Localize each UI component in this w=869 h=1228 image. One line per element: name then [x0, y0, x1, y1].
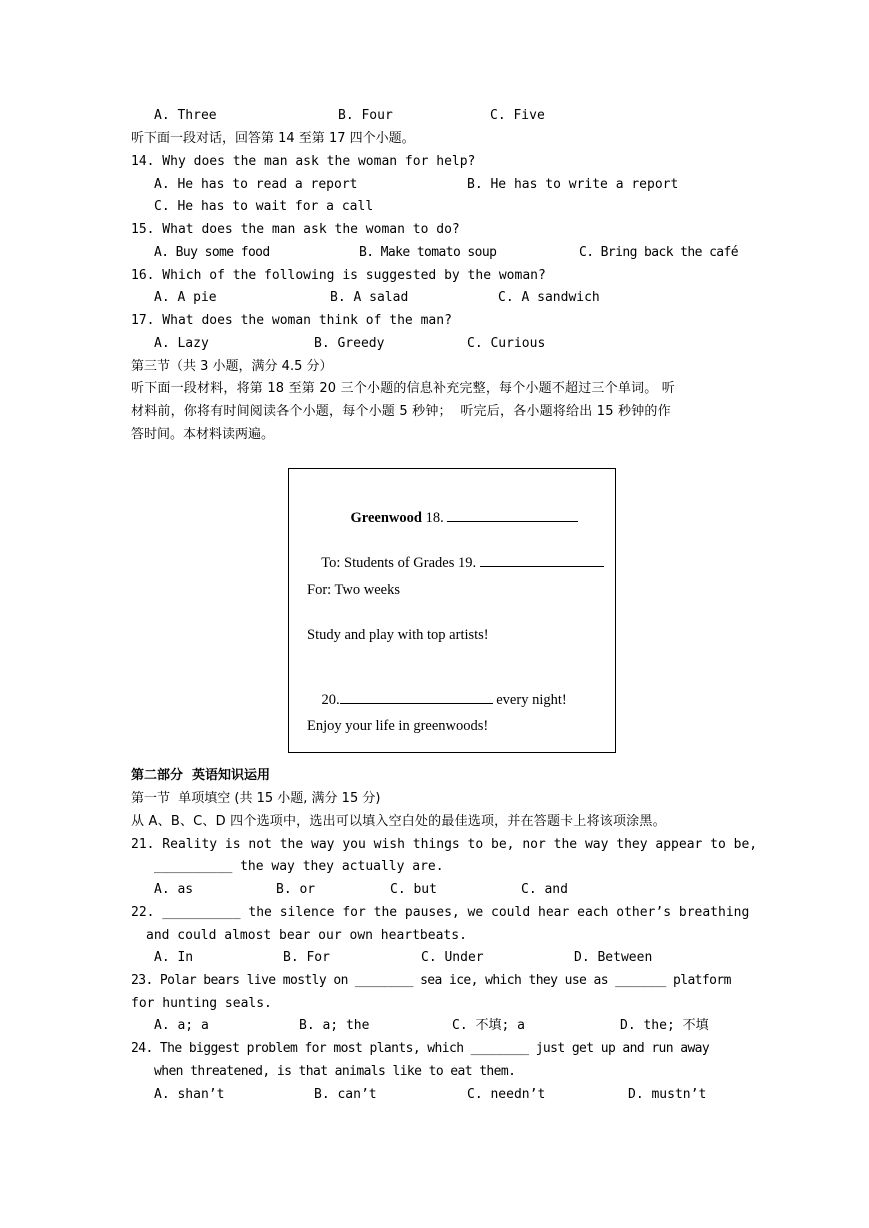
- q24-option-d: D. mustn’t: [628, 1087, 707, 1102]
- q15-stem: 15. What does the man ask the woman to do?: [131, 222, 460, 237]
- q22-option-d: D. Between: [574, 950, 653, 965]
- q17-option-c: C. Curious: [467, 336, 546, 351]
- q22-option-b: B. For: [283, 950, 330, 965]
- q22-line2: and could almost bear our own heartbeats.: [146, 928, 467, 943]
- q22-line1: 22. __________ the silence for the pauses, we could hear each other’s breathing: [131, 905, 750, 920]
- q14-option-c: C. He has to wait for a call: [154, 199, 374, 214]
- section3-instruction-line1: 听下面一段材料，将第 18 至第 20 三个小题的信息补充完整，每个小题不超过三个单词。 听: [131, 381, 675, 396]
- q21-option-a: A. as: [154, 882, 194, 897]
- box-title-rest: 18.: [421, 510, 448, 526]
- blank-19[interactable]: [480, 553, 604, 567]
- blank-18[interactable]: [447, 508, 578, 522]
- q24-option-b: B. can’t: [314, 1087, 377, 1102]
- q16-stem: 16. Which of the following is suggested by the woman?: [131, 268, 546, 283]
- q24-option-c: C. needn’t: [467, 1087, 546, 1102]
- q16-option-c: C. A sandwich: [498, 290, 600, 305]
- q23-option-a: A. a; a: [154, 1018, 209, 1033]
- q13-option-a: A. Three: [154, 108, 217, 123]
- q21-option-d: C. and: [521, 882, 568, 897]
- q24-option-a: A. shan’t: [154, 1087, 225, 1102]
- q17-option-a: A. Lazy: [154, 336, 209, 351]
- q17-stem: 17. What does the woman think of the man?: [131, 313, 452, 328]
- q15-option-b: B. Make tomato soup: [359, 245, 497, 260]
- part2-instruction: 从 A、B、C、D 四个选项中，选出可以填入空白处的最佳选项，并在答题卡上将该项涂黑。: [131, 814, 666, 829]
- box-enjoy: Enjoy your life in greenwoods!: [307, 718, 489, 734]
- q15-option-c: C. Bring back the café: [579, 245, 738, 260]
- q21-option-c: C. but: [390, 882, 437, 897]
- q21-line2: __________ the way they actually are.: [154, 859, 444, 874]
- q14-option-b: B. He has to write a report: [467, 177, 679, 192]
- q23-line1: 23. Polar bears live mostly on ________ sea ice, which they use as _______ platform: [131, 973, 731, 988]
- q24-line2: when threatened, is that animals like to eat them.: [154, 1064, 516, 1079]
- part2-title: 第二部分 英语知识运用: [131, 768, 271, 783]
- q13-option-c: C. Five: [490, 108, 545, 123]
- q23-option-d: D. the; 不填: [620, 1018, 709, 1033]
- q22-option-c: C. Under: [421, 950, 484, 965]
- box-study: Study and play with top artists!: [307, 627, 489, 643]
- q24-line1: 24. The biggest problem for most plants, which ________ just get up and run away: [131, 1041, 710, 1056]
- q22-option-a: A. In: [154, 950, 194, 965]
- part2-section1-title: 第一节 单项填空 (共 15 小题, 满分 15 分): [131, 791, 381, 806]
- q23-option-c: C. 不填; a: [452, 1018, 525, 1033]
- blank-20[interactable]: [340, 690, 493, 704]
- section3-instruction-line2: 材料前，你将有时间阅读各个小题，每个小题 5 秒钟； 听完后，各小题将给出 15 秒钟的作: [131, 404, 671, 419]
- section3-title: 第三节（共 3 小题，满分 4.5 分）: [131, 359, 333, 374]
- q13-option-b: B. Four: [338, 108, 393, 123]
- q14-option-a: A. He has to read a report: [154, 177, 358, 192]
- notice-box: [288, 468, 616, 753]
- box-for: For: Two weeks: [307, 582, 400, 598]
- instruction-14-17: 听下面一段对话，回答第 14 至第 17 四个小题。: [131, 131, 415, 146]
- q15-option-a: A. Buy some food: [154, 245, 270, 260]
- box-to-text: To: Students of Grades 19.: [321, 555, 480, 571]
- q16-option-a: A. A pie: [154, 290, 217, 305]
- q21-line1: 21. Reality is not the way you wish things to be, nor the way they appear to be,: [131, 837, 758, 852]
- q23-line2: for hunting seals.: [131, 996, 272, 1011]
- box-q20-suffix: every night!: [492, 692, 567, 708]
- section3-instruction-line3: 答时间。本材料读两遍。: [131, 427, 275, 442]
- box-q20-prefix: 20.: [321, 692, 340, 708]
- q16-option-b: B. A salad: [330, 290, 409, 305]
- box-title-bold: Greenwood: [350, 510, 422, 526]
- q14-stem: 14. Why does the man ask the woman for help?: [131, 154, 476, 169]
- q21-option-b: B. or: [276, 882, 316, 897]
- q17-option-b: B. Greedy: [314, 336, 385, 351]
- q23-option-b: B. a; the: [299, 1018, 370, 1033]
